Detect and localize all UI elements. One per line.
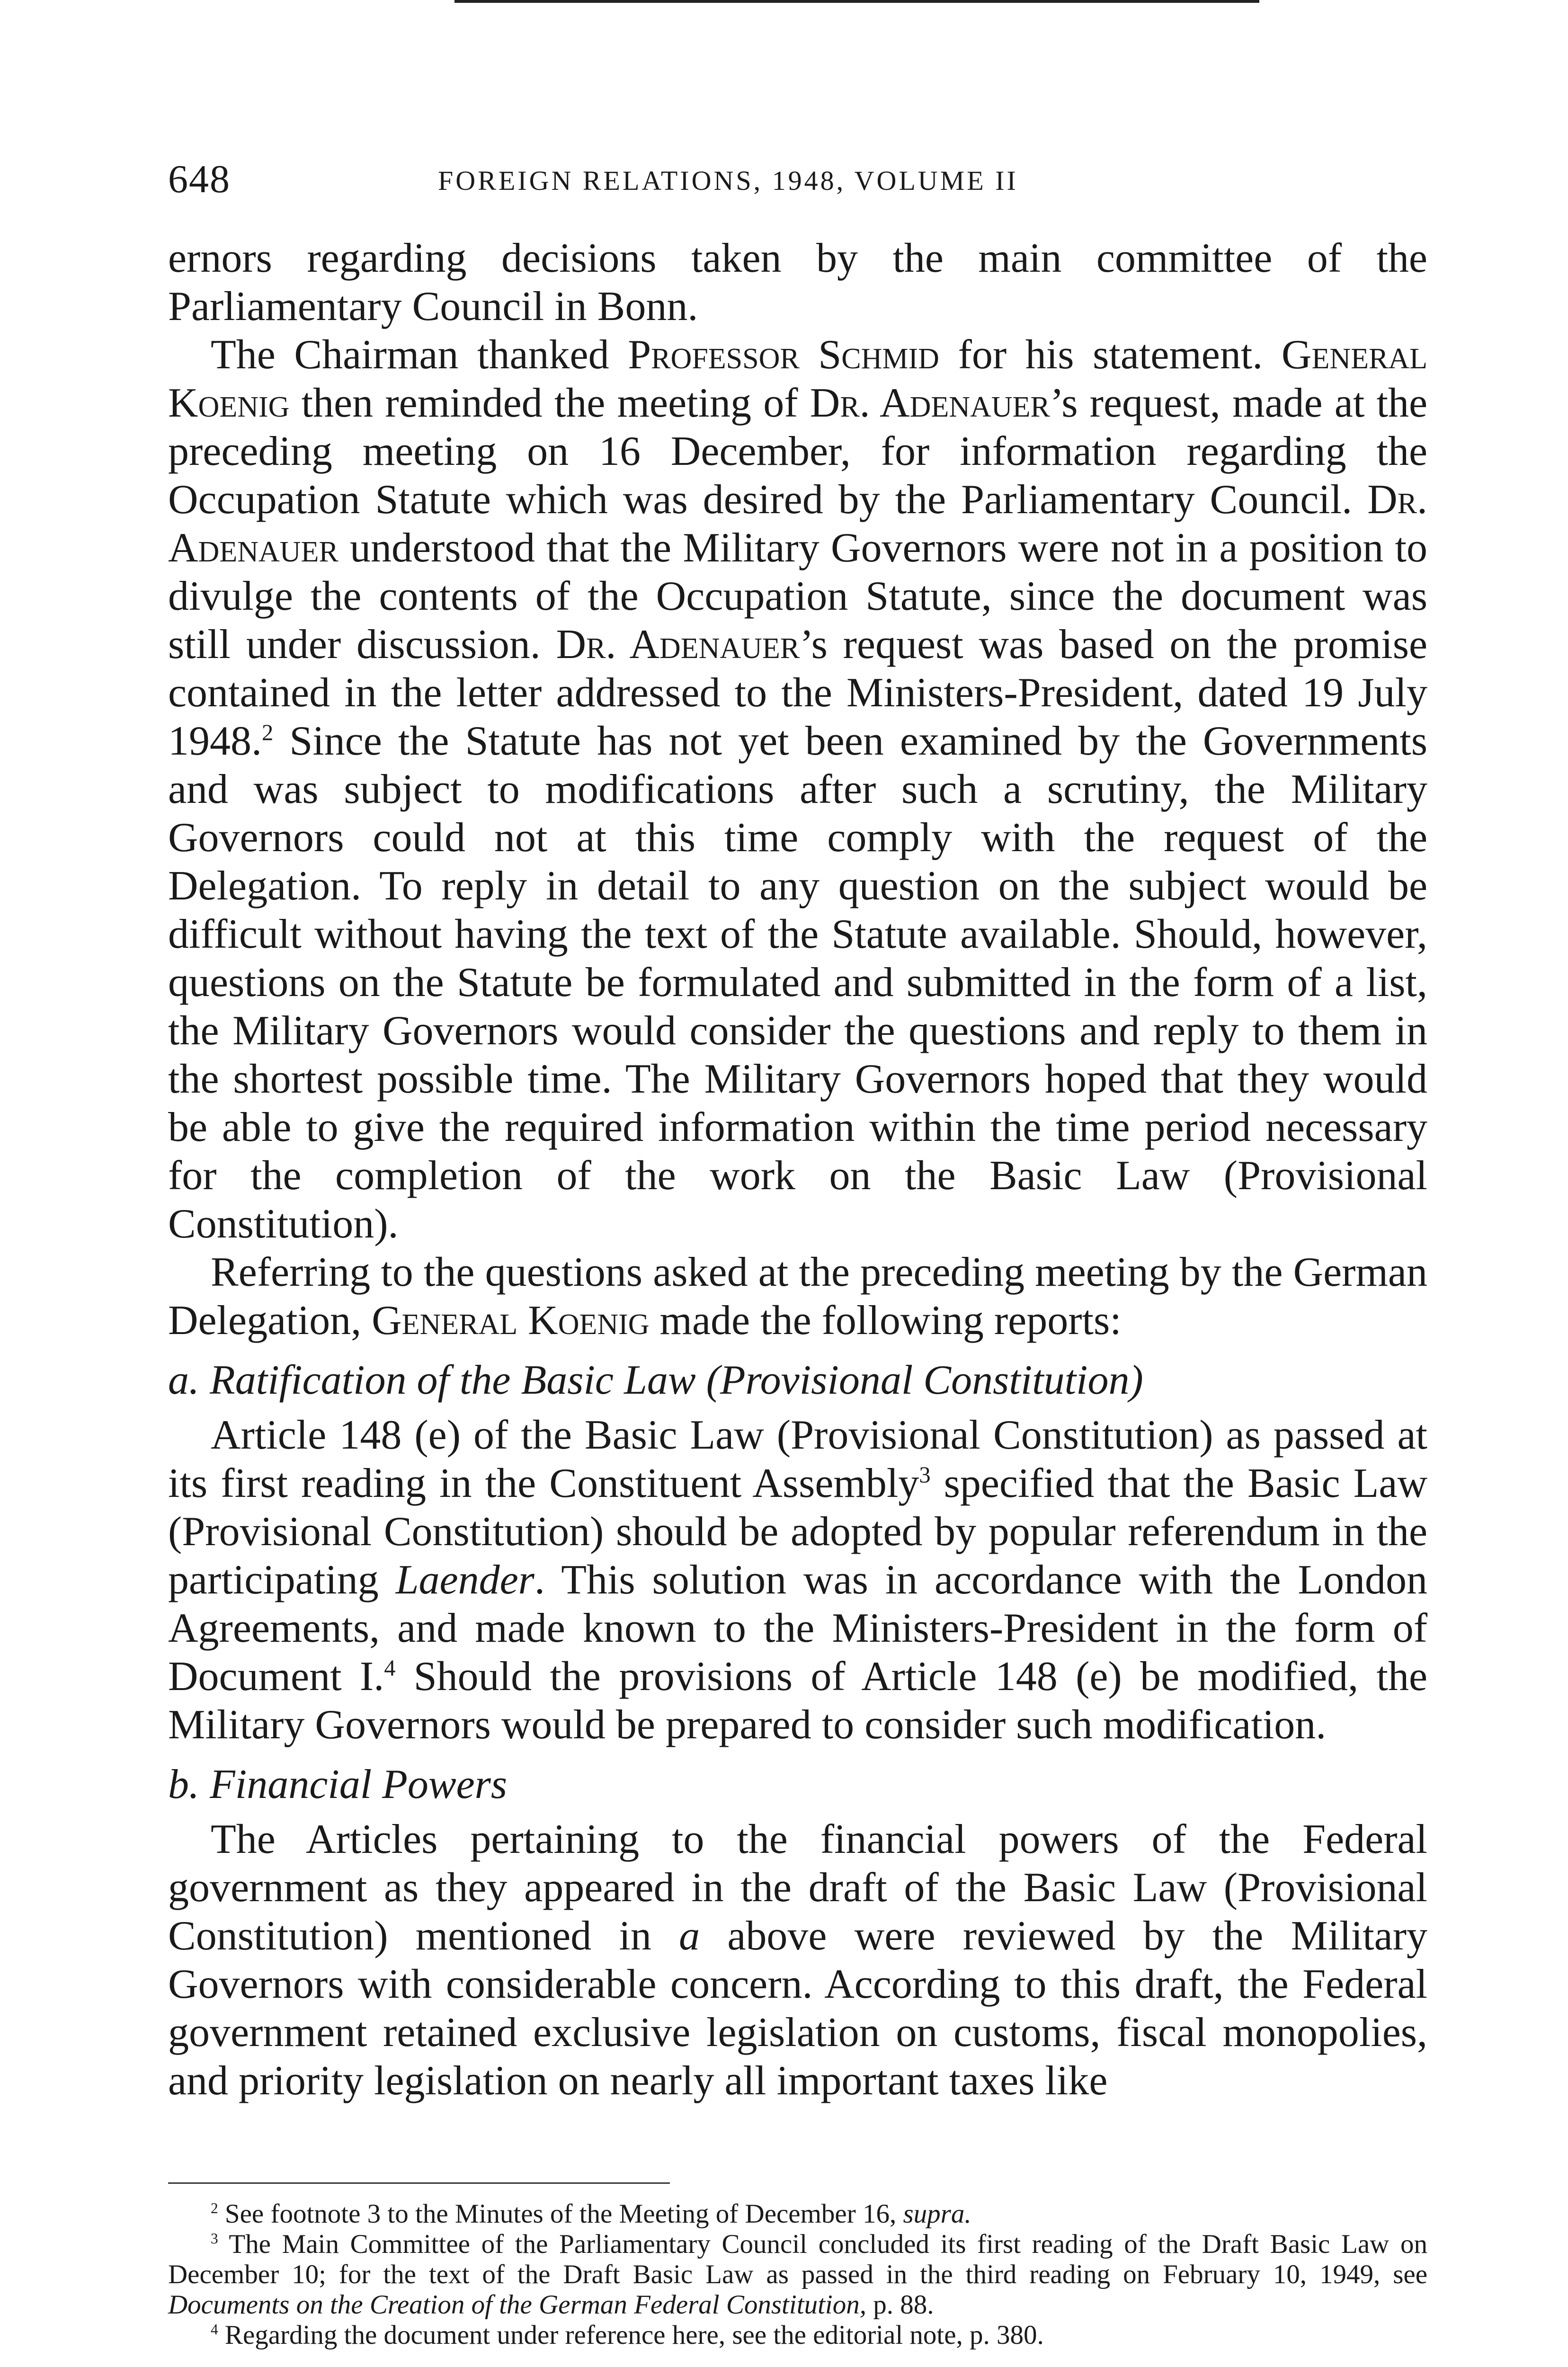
- footnote-mark: 4: [211, 2321, 218, 2338]
- person-name: Dr. Adenauer: [556, 622, 800, 667]
- text-run: then reminded the meeting of: [289, 380, 810, 426]
- paragraph-chairman: [168, 331, 1427, 1248]
- paragraph-continuation: ernors regarding decisions taken by the main committee of the Parliamentary Council in Bonn.: [168, 235, 1427, 329]
- italic-term: Laender: [395, 1557, 535, 1603]
- text-run: ’s request, made at the preceding meeting on 16 December, for information regarding the Occupation Statute which was desired by the Parliamentary Council.: [168, 380, 1428, 523]
- text-run: . This solution was in accordance with the London Agreements, and made known to the Ministers-President in the form of Document I.: [168, 1557, 1428, 1700]
- text-run: made the following reports:: [649, 1298, 1122, 1344]
- paragraph-reports: [168, 1248, 1427, 1345]
- subheading-financial-powers: b. Financial Powers: [168, 1762, 508, 1807]
- text-run: The Main Committee of the Parliamentary Council concluded its first reading of the Draft Basic Law on December 10; for the text of the Draft Basic Law as passed in the third reading on February 10, 1949, see: [168, 2229, 1427, 2289]
- person-name: Dr. Adenauer: [810, 380, 1050, 426]
- page-header: [168, 156, 1427, 208]
- text-run: Should the provisions of Article 148 (e) be modified, the Military Governors would be prepared to consider such modification.: [168, 1654, 1427, 1748]
- text-run: Since the Statute has not yet been examined by the Governments and was subject to modifications after such a scrutiny, the Military Governors could not at this time comply with the request of the Delegation. To reply in detail to any question on the subject would be difficult without having the text of the Statute available. Should, however, questions on the Statute be formulated and submitted in the form of a list, the Military Governors would consider the questions and reply to them in the shortest possible time. The Military Governors hoped that they would be able to give the required information within the time period necessary for the completion of the work on the Basic Law (Provisional Constitution).: [168, 718, 1427, 1247]
- footnote-mark: 3: [211, 2230, 218, 2247]
- person-name: General Koenig: [372, 1298, 650, 1344]
- footnote-2: [168, 2199, 1427, 2229]
- text-run: Referring to the questions asked at the preceding meeting by the German Delegation,: [168, 1249, 1427, 1344]
- text-run: ’s request was based on the promise contained in the letter addressed to the Ministers-President, dated 19 July 1948.: [168, 622, 1427, 764]
- italic-term: a: [679, 1913, 700, 1959]
- text-run: for his statement.: [939, 332, 1282, 378]
- person-name: Dr. Adenauer: [168, 477, 1427, 571]
- italic-term: Documents on the Creation of the German Federal Constitution,: [168, 2290, 866, 2320]
- text-run: Regarding the document under reference here, see the editorial note, p. 380.: [218, 2320, 1044, 2350]
- footnotes: [168, 2199, 1427, 2350]
- italic-term: supra.: [903, 2199, 971, 2229]
- subheading-ratification: a. Ratification of the Basic Law (Provisional Constitution): [168, 1357, 1143, 1403]
- person-name: General Koenig: [168, 332, 1427, 426]
- person-name: Professor Schmid: [628, 332, 939, 378]
- footnote-3: [168, 2229, 1427, 2320]
- top-border-line: [454, 0, 1259, 3]
- footnote-rule: [168, 2182, 670, 2184]
- text-run: specified that the Basic Law (Provisional Constitution) should be adopted by popular referendum in the participating: [168, 1460, 1428, 1603]
- footnote-ref: 3: [919, 1462, 931, 1488]
- text-run: understood that the Military Governors were not in a position to divulge the contents of the Occupation Statute, since the document was still under discussion.: [168, 525, 1427, 667]
- footnote-mark: 2: [211, 2200, 218, 2216]
- text-run: Article 148 (e) of the Basic Law (Provisional Constitution) as passed at its first reading in the Constituent Assembly: [168, 1412, 1427, 1506]
- footnote-ref: 4: [384, 1655, 396, 1681]
- paragraph-article-148: [168, 1411, 1427, 1749]
- footnote-4: [168, 2320, 1427, 2350]
- running-head: FOREIGN RELATIONS, 1948, VOLUME II: [438, 165, 1018, 196]
- text-run: The Chairman thanked: [211, 332, 628, 378]
- text-run: The Articles pertaining to the financial powers of the Federal government as they appeared in the draft of the Basic Law (Provisional Constitution) mentioned in: [168, 1816, 1427, 1959]
- page-number: 648: [168, 157, 231, 201]
- paragraph-financial: [168, 1815, 1427, 2105]
- main-text: [168, 234, 1427, 2105]
- footnote-ref: 2: [262, 720, 274, 746]
- text-run: above were reviewed by the Military Governors with considerable concern. According to this draft, the Federal government retained exclusive legislation on customs, fiscal monopolies, and priority legislation on nearly all important taxes like: [168, 1913, 1427, 2104]
- text-run: p. 88.: [866, 2290, 934, 2320]
- text-run: See footnote 3 to the Minutes of the Meeting of December 16,: [218, 2199, 903, 2229]
